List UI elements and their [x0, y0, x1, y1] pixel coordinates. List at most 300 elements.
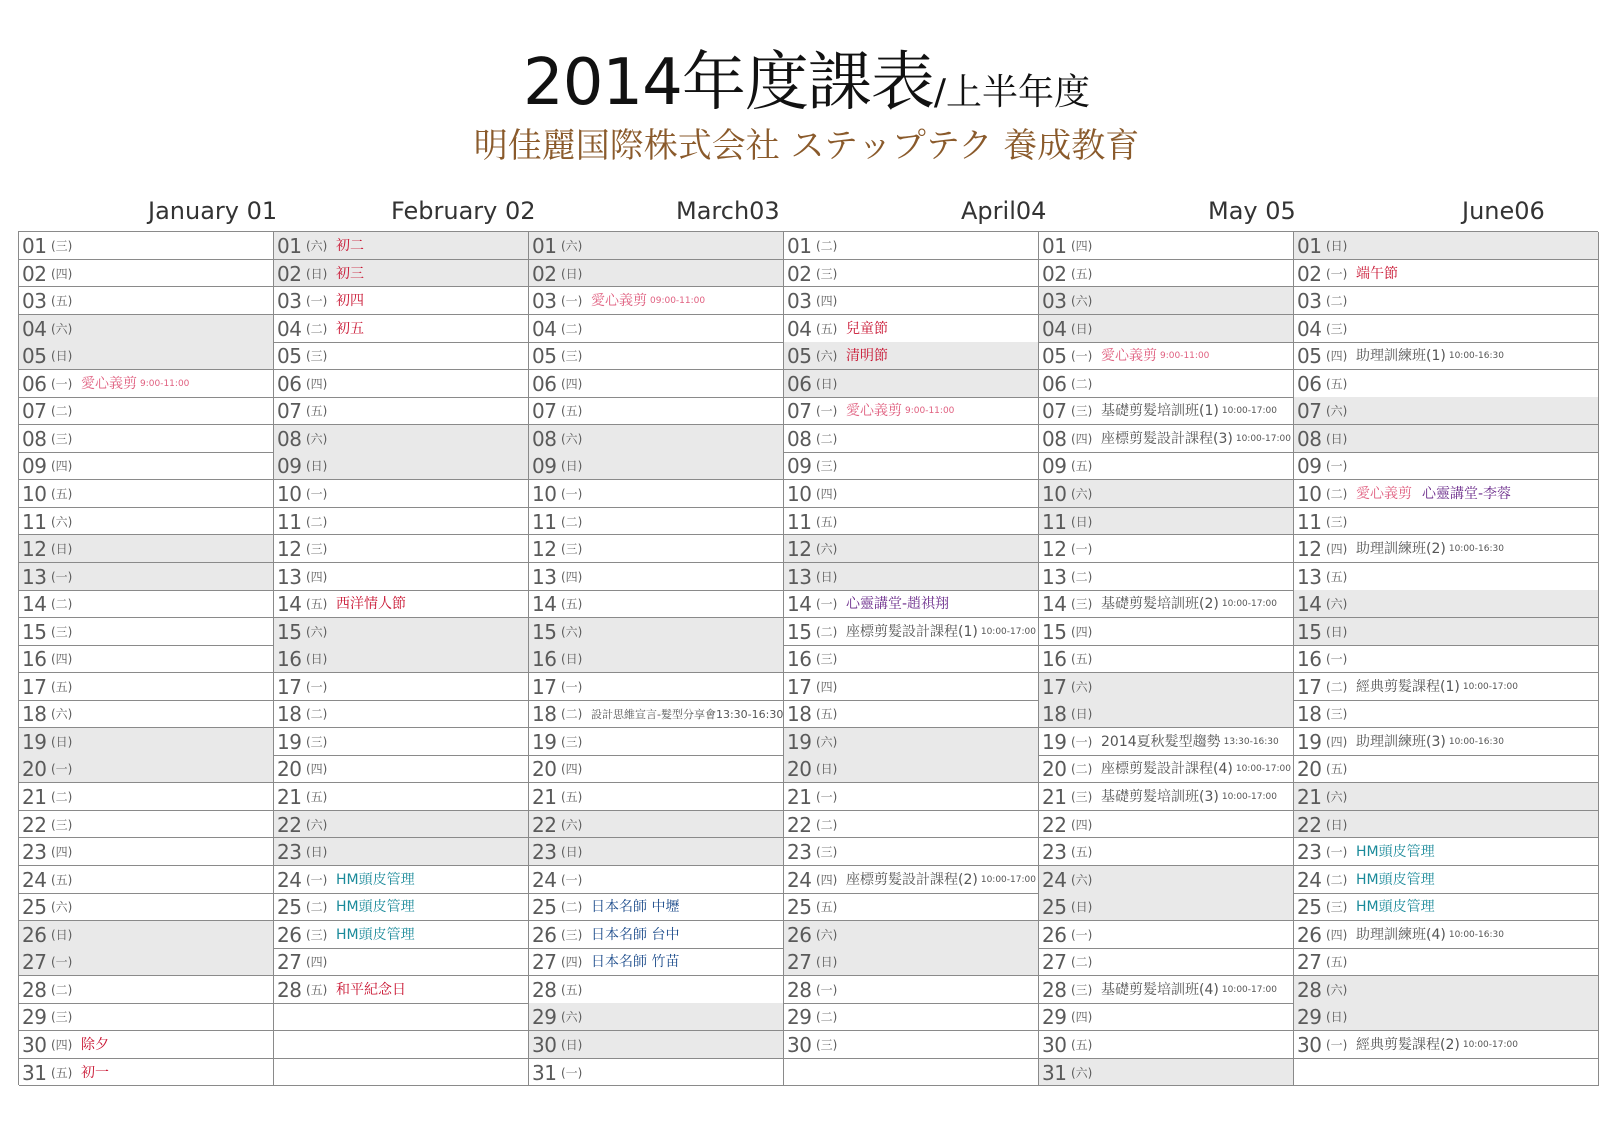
day-number: 04: [787, 316, 812, 341]
weekday-label: (五): [1071, 266, 1093, 281]
weekday-label: (四): [816, 679, 838, 694]
day-number: 06: [277, 371, 302, 396]
day-cell: [1039, 508, 1294, 536]
day-cell: [784, 618, 1039, 646]
weekday-label: (六): [561, 239, 583, 253]
day-number: 24: [1297, 867, 1322, 892]
day-cell: [1039, 921, 1294, 949]
event-line: [846, 319, 888, 339]
weekday-label: (三): [816, 266, 838, 281]
day-cell: [1039, 948, 1294, 976]
day-cell: [19, 755, 274, 783]
day-cell: [784, 480, 1039, 508]
weekday-label: (二): [561, 900, 583, 915]
day-number: 13: [22, 564, 47, 589]
day-cell: [19, 370, 274, 398]
day-cell: [19, 287, 274, 315]
day-number: 01: [787, 234, 812, 258]
event-time: 10:00-17:00: [1221, 792, 1277, 802]
day-cell: [784, 342, 1039, 370]
day-cell: [19, 783, 274, 811]
day-number: 03: [277, 289, 302, 314]
day-number: 01: [1042, 234, 1067, 258]
day-cell: [784, 287, 1039, 315]
weekday-label: (日): [51, 927, 73, 942]
weekday-label: (五): [561, 982, 583, 997]
weekday-label: (日): [561, 652, 583, 667]
event-red: 清明節: [846, 348, 888, 365]
day-cell: [19, 1003, 274, 1031]
day-number: 17: [277, 674, 302, 699]
day-number: 14: [22, 592, 47, 617]
weekday-label: (四): [816, 486, 838, 501]
day-cell: [1294, 508, 1599, 536]
month-header-mar: March03: [676, 197, 780, 225]
day-number: 07: [1042, 399, 1067, 424]
day-cell: [1294, 838, 1599, 866]
day-cell: [274, 976, 529, 1004]
event-time: 10:00-17:00: [1221, 406, 1277, 417]
weekday-label: (日): [306, 652, 328, 667]
weekday-label: (三): [816, 459, 838, 474]
day-cell: [529, 535, 784, 563]
event-red: 和平紀念日: [336, 981, 406, 998]
day-number: 29: [1042, 1005, 1067, 1030]
weekday-label: (三): [1326, 321, 1348, 336]
day-number: 20: [787, 757, 812, 782]
day-cell: [1294, 866, 1599, 894]
day-cell: [1294, 397, 1599, 425]
day-cell: [1039, 1059, 1294, 1087]
event-time: 10:00-16:30: [1448, 929, 1504, 940]
day-number: 03: [532, 289, 557, 314]
weekday-label: (五): [1326, 376, 1348, 391]
weekday-label: (三): [816, 652, 838, 667]
weekday-label: (一): [51, 955, 73, 970]
weekday-label: (一): [1326, 652, 1348, 667]
day-number: 15: [22, 619, 47, 644]
calendar-grid: [18, 231, 1598, 1085]
weekday-label: (六): [51, 514, 73, 529]
weekday-label: (五): [1071, 1037, 1093, 1052]
day-number: 02: [1042, 261, 1067, 286]
weekday-label: (六): [561, 1010, 583, 1025]
weekday-label: (二): [1326, 872, 1348, 887]
day-number: 19: [1042, 729, 1067, 754]
day-number: 09: [532, 454, 557, 479]
day-number: 28: [1042, 977, 1067, 1002]
day-number: 04: [1297, 316, 1322, 341]
event-line: [591, 291, 705, 311]
event-time: 10:00-17:00: [1221, 599, 1277, 610]
empty-cell: [274, 1059, 529, 1087]
day-number: 04: [22, 316, 47, 341]
event-gray: 基礎剪髮培訓班(3): [1101, 789, 1219, 805]
day-cell: [19, 893, 274, 921]
event-time: 10:00-16:30: [1448, 736, 1504, 747]
event-gray: 助理訓練班(3): [1356, 733, 1446, 750]
day-cell: [274, 563, 529, 591]
weekday-label: (一): [1071, 927, 1093, 942]
month-headers: [18, 196, 1598, 230]
weekday-label: (三): [51, 817, 73, 832]
day-number: 24: [787, 867, 812, 892]
day-cell: [274, 948, 529, 976]
event-line: [336, 319, 364, 339]
day-number: 22: [532, 812, 557, 837]
weekday-label: (三): [561, 542, 583, 557]
day-number: 25: [532, 895, 557, 920]
day-cell: [19, 342, 274, 370]
weekday-label: (五): [51, 486, 73, 501]
weekday-label: (六): [51, 900, 73, 915]
day-cell: [784, 397, 1039, 425]
event-line: [1356, 264, 1398, 284]
day-cell: [784, 866, 1039, 894]
day-number: 16: [22, 647, 47, 672]
day-cell: [1039, 232, 1294, 260]
day-cell: [1294, 260, 1599, 288]
event-line: [81, 1035, 109, 1055]
event-gray: 經典剪髮課程(1): [1356, 678, 1460, 695]
day-cell: [1039, 342, 1294, 370]
event-line: [1356, 897, 1435, 917]
event-line: [1101, 732, 1279, 752]
day-cell: [19, 700, 274, 728]
weekday-label: (二): [816, 817, 838, 832]
weekday-label: (三): [1326, 514, 1348, 529]
day-cell: [1294, 1031, 1599, 1059]
event-time: 09:00-11:00: [650, 296, 706, 307]
day-number: 08: [532, 426, 557, 451]
day-number: 04: [532, 316, 557, 341]
day-number: 05: [1297, 344, 1322, 369]
day-number: 02: [1297, 261, 1322, 286]
day-cell: [784, 1003, 1039, 1031]
event-line: [1101, 346, 1209, 366]
event-line: [336, 925, 415, 945]
event-time: 10:00-16:30: [1448, 351, 1504, 362]
day-number: 07: [22, 399, 47, 424]
weekday-label: (日): [1326, 1010, 1348, 1025]
day-cell: [19, 838, 274, 866]
day-cell: [19, 535, 274, 563]
event-gray: 座標剪髮設計課程(2): [846, 871, 978, 888]
day-cell: [19, 315, 274, 343]
day-number: 06: [532, 371, 557, 396]
weekday-label: (一): [1326, 845, 1348, 860]
day-cell: [1294, 315, 1599, 343]
day-cell: [1294, 342, 1599, 370]
event-purple: 心靈講堂-李蓉: [1422, 485, 1512, 502]
event-line: [591, 897, 679, 917]
day-cell: [529, 370, 784, 398]
event-line: [336, 594, 406, 614]
day-number: 15: [277, 619, 302, 644]
weekday-label: (五): [1071, 652, 1093, 667]
day-cell: [1039, 315, 1294, 343]
weekday-label: (日): [306, 845, 328, 860]
event-pink: 愛心義剪: [591, 293, 647, 310]
weekday-label: (六): [51, 707, 73, 722]
day-number: 09: [277, 454, 302, 479]
day-number: 28: [277, 977, 302, 1002]
page-title: 2014年度課表: [522, 46, 934, 120]
day-number: 05: [22, 344, 47, 369]
day-number: 15: [532, 619, 557, 644]
day-number: 22: [277, 812, 302, 837]
day-cell: [529, 287, 784, 315]
weekday-label: (四): [1326, 734, 1348, 749]
month-header-apr: April04: [961, 197, 1047, 225]
day-number: 22: [1042, 812, 1067, 837]
day-cell: [1039, 452, 1294, 480]
day-number: 24: [532, 867, 557, 892]
day-number: 26: [277, 922, 302, 947]
event-pink: 愛心義剪: [81, 375, 137, 392]
weekday-label: (四): [51, 266, 73, 281]
weekday-label: (六): [306, 239, 328, 253]
day-cell: [529, 1031, 784, 1059]
day-number: 14: [787, 592, 812, 617]
weekday-label: (一): [1071, 734, 1093, 749]
day-cell: [274, 452, 529, 480]
day-cell: [1039, 866, 1294, 894]
weekday-label: (六): [1071, 1065, 1093, 1080]
day-cell: [1294, 673, 1599, 701]
day-cell: [19, 976, 274, 1004]
day-number: 16: [787, 647, 812, 672]
event-line: [846, 401, 954, 421]
weekday-label: (三): [1071, 404, 1093, 419]
event-line: [846, 346, 888, 366]
day-number: 28: [532, 977, 557, 1002]
day-number: 10: [1042, 481, 1067, 506]
weekday-label: (二): [51, 404, 73, 419]
event-red: 初一: [81, 1064, 109, 1081]
day-number: 17: [1297, 674, 1322, 699]
day-cell: [529, 232, 784, 260]
day-cell: [529, 618, 784, 646]
day-cell: [529, 452, 784, 480]
day-number: 07: [277, 399, 302, 424]
weekday-label: (四): [1071, 431, 1093, 446]
day-cell: [1039, 645, 1294, 673]
weekday-label: (六): [1326, 982, 1348, 997]
day-number: 06: [1297, 371, 1322, 396]
day-cell: [274, 811, 529, 839]
day-number: 11: [277, 509, 302, 534]
day-cell: [529, 1059, 784, 1087]
weekday-label: (五): [816, 900, 838, 915]
day-number: 20: [1297, 757, 1322, 782]
day-number: 30: [787, 1032, 812, 1057]
weekday-label: (四): [816, 294, 838, 309]
weekday-label: (日): [1071, 321, 1093, 336]
weekday-label: (六): [1071, 486, 1093, 501]
day-cell: [784, 452, 1039, 480]
day-cell: [529, 976, 784, 1004]
day-number: 06: [1042, 371, 1067, 396]
weekday-label: (五): [1071, 459, 1093, 474]
day-number: 05: [787, 344, 812, 369]
day-cell: [1294, 563, 1599, 591]
weekday-label: (二): [306, 900, 328, 915]
weekday-label: (二): [51, 982, 73, 997]
weekday-label: (四): [1071, 624, 1093, 639]
day-cell: [1039, 1031, 1294, 1059]
weekday-label: (日): [1326, 624, 1348, 639]
event-line: [336, 264, 364, 284]
weekday-label: (三): [561, 927, 583, 942]
day-number: 23: [787, 840, 812, 865]
day-number: 01: [277, 234, 302, 258]
event-line: [1356, 842, 1435, 862]
day-number: 29: [1297, 1005, 1322, 1030]
day-number: 19: [532, 729, 557, 754]
day-number: 20: [1042, 757, 1067, 782]
weekday-label: (日): [306, 266, 328, 281]
event-red: 初二: [336, 238, 364, 254]
day-number: 14: [532, 592, 557, 617]
day-number: 11: [532, 509, 557, 534]
day-cell: [1039, 811, 1294, 839]
day-cell: [1039, 260, 1294, 288]
day-number: 12: [787, 537, 812, 562]
day-cell: [19, 563, 274, 591]
weekday-label: (一): [561, 294, 583, 309]
weekday-label: (三): [1071, 790, 1093, 804]
weekday-label: (二): [1326, 486, 1348, 501]
day-cell: [784, 315, 1039, 343]
day-cell: [529, 342, 784, 370]
weekday-label: (日): [51, 734, 73, 749]
event-time: 10:00-17:00: [1462, 681, 1518, 692]
day-cell: [1294, 535, 1599, 563]
day-number: 30: [1042, 1032, 1067, 1057]
day-number: 10: [532, 481, 557, 506]
weekday-label: (四): [1326, 927, 1348, 942]
weekday-label: (三): [306, 542, 328, 557]
day-number: 15: [787, 619, 812, 644]
weekday-label: (六): [306, 624, 328, 639]
event-line: [1356, 539, 1504, 559]
day-number: 18: [22, 702, 47, 727]
day-number: 20: [277, 757, 302, 782]
weekday-label: (六): [1071, 872, 1093, 887]
day-number: 08: [22, 426, 47, 451]
event-line: [846, 870, 1036, 890]
month-header-feb: February 02: [391, 197, 536, 225]
weekday-label: (日): [816, 955, 838, 970]
weekday-label: (三): [1326, 900, 1348, 915]
weekday-label: (四): [306, 955, 328, 970]
month-header-may: May 05: [1208, 197, 1296, 225]
day-number: 15: [1297, 619, 1322, 644]
day-cell: [529, 480, 784, 508]
weekday-label: (三): [816, 845, 838, 860]
day-cell: [529, 563, 784, 591]
day-number: 08: [1042, 426, 1067, 451]
day-number: 23: [22, 840, 47, 865]
event-red: 西洋情人節: [336, 596, 406, 613]
day-cell: [784, 1031, 1039, 1059]
weekday-label: (一): [816, 597, 838, 612]
title-block: [0, 46, 1613, 120]
day-number: 23: [1042, 840, 1067, 865]
day-cell: [784, 425, 1039, 453]
weekday-label: (三): [816, 1037, 838, 1052]
day-cell: [1039, 700, 1294, 728]
day-cell: [1294, 755, 1599, 783]
day-cell: [784, 508, 1039, 536]
day-number: 25: [1042, 895, 1067, 920]
day-cell: [784, 948, 1039, 976]
day-number: 02: [277, 261, 302, 286]
day-cell: [1039, 783, 1294, 811]
weekday-label: (二): [561, 514, 583, 529]
weekday-label: (三): [51, 431, 73, 446]
weekday-label: (一): [561, 1065, 583, 1080]
day-number: 14: [1297, 592, 1322, 617]
weekday-label: (六): [1071, 679, 1093, 694]
day-cell: [1039, 590, 1294, 618]
weekday-label: (日): [816, 762, 838, 777]
day-number: 30: [22, 1032, 47, 1057]
weekday-label: (四): [51, 652, 73, 667]
day-cell: [19, 452, 274, 480]
day-number: 25: [787, 895, 812, 920]
weekday-label: (三): [306, 349, 328, 364]
event-line: [1356, 870, 1435, 890]
weekday-label: (一): [306, 486, 328, 501]
day-number: 21: [277, 785, 302, 809]
weekday-label: (四): [1071, 1010, 1093, 1025]
weekday-label: (五): [306, 597, 328, 612]
day-number: 26: [1297, 922, 1322, 947]
event-red: 除夕: [81, 1036, 109, 1053]
day-number: 11: [1297, 509, 1322, 534]
day-cell: [274, 893, 529, 921]
event-blue: 日本名師 竹苗: [591, 954, 680, 971]
day-cell: [19, 921, 274, 949]
day-cell: [19, 1031, 274, 1059]
weekday-label: (二): [561, 321, 583, 336]
event-line: [846, 594, 949, 614]
day-cell: [19, 866, 274, 894]
weekday-label: (二): [816, 1010, 838, 1025]
day-cell: [529, 645, 784, 673]
weekday-label: (五): [1071, 845, 1093, 860]
event-red: 初四: [336, 293, 364, 310]
day-number: 10: [277, 481, 302, 506]
day-number: 02: [532, 261, 557, 286]
day-cell: [1294, 811, 1599, 839]
weekday-label: (四): [561, 376, 583, 391]
day-number: 03: [1042, 289, 1067, 314]
day-cell: [274, 618, 529, 646]
day-cell: [1039, 425, 1294, 453]
day-number: 07: [532, 399, 557, 424]
event-gray: 經典剪髮課程(2): [1356, 1036, 1460, 1053]
weekday-label: (六): [816, 349, 838, 364]
day-number: 31: [1042, 1060, 1067, 1085]
weekday-label: (五): [561, 790, 583, 804]
day-cell: [19, 1059, 274, 1087]
event-line: [1101, 594, 1277, 614]
event-gray: 助理訓練班(2): [1356, 541, 1446, 558]
day-cell: [274, 370, 529, 398]
